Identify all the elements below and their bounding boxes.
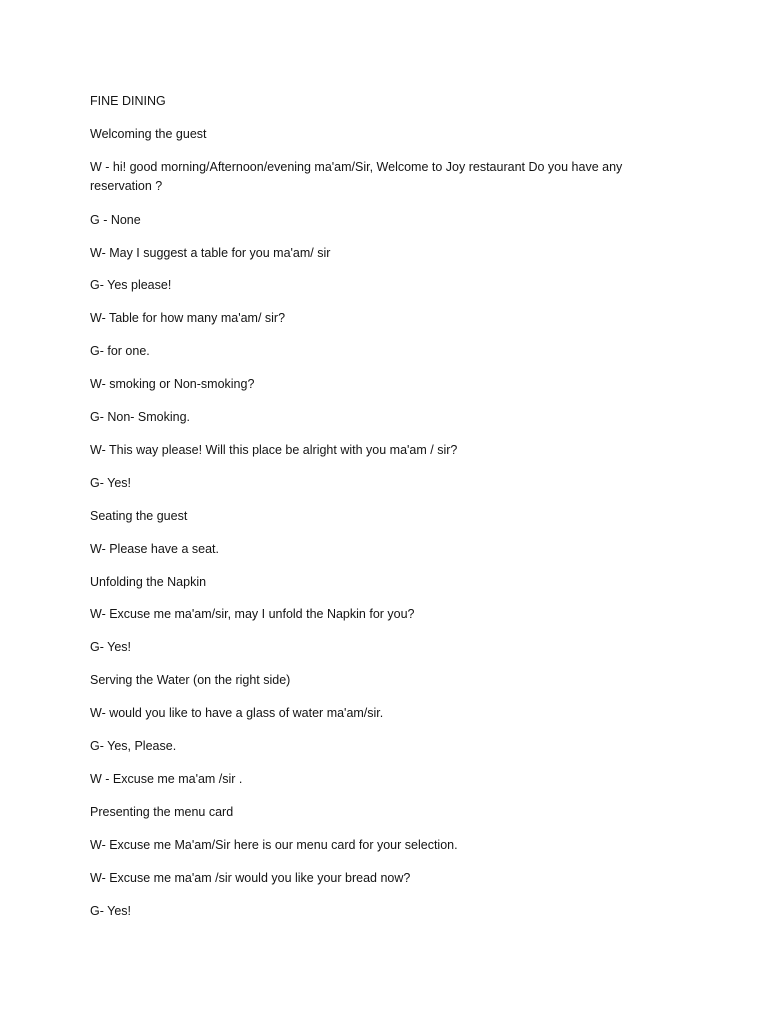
dialogue-line: W- would you like to have a glass of water ma'am/sir. bbox=[90, 706, 384, 720]
document-title: FINE DINING bbox=[90, 94, 166, 108]
section-heading-welcoming: Welcoming the guest bbox=[90, 127, 207, 141]
dialogue-line: W- This way please! Will this place be alright with you ma'am / sir? bbox=[90, 443, 458, 457]
dialogue-line: W- Please have a seat. bbox=[90, 542, 220, 556]
dialogue-line: W- May I suggest a table for you ma'am/ sir bbox=[90, 246, 331, 260]
dialogue-line: G- Yes! bbox=[90, 904, 131, 918]
dialogue-line: W- smoking or Non-smoking? bbox=[90, 377, 255, 391]
dialogue-line: W- Excuse me ma'am/sir, may I unfold the Napkin for you? bbox=[90, 607, 415, 621]
dialogue-line: G- Yes! bbox=[90, 640, 131, 654]
dialogue-line: G- Yes please! bbox=[90, 278, 172, 292]
dialogue-line: G- Yes! bbox=[90, 476, 131, 490]
dialogue-line: G - None bbox=[90, 213, 141, 227]
dialogue-line: W- Table for how many ma'am/ sir? bbox=[90, 311, 286, 325]
section-heading-seating: Seating the guest bbox=[90, 509, 188, 523]
section-heading-water: Serving the Water (on the right side) bbox=[90, 673, 291, 687]
dialogue-line: G- for one. bbox=[90, 344, 150, 358]
dialogue-line: W - Excuse me ma'am /sir . bbox=[90, 772, 243, 786]
dialogue-line: G- Non- Smoking. bbox=[90, 410, 191, 424]
dialogue-line: W- Excuse me Ma'am/Sir here is our menu card for your selection. bbox=[90, 838, 458, 852]
section-heading-napkin: Unfolding the Napkin bbox=[90, 575, 207, 589]
dialogue-line: G- Yes, Please. bbox=[90, 739, 177, 753]
section-heading-menu: Presenting the menu card bbox=[90, 805, 234, 819]
dialogue-line: W- Excuse me ma'am /sir would you like your bread now? bbox=[90, 871, 411, 885]
dialogue-line: W - hi! good morning/Afternoon/evening ma'am/Sir, Welcome to Joy restaurant Do you have any reservation ? bbox=[90, 160, 623, 193]
